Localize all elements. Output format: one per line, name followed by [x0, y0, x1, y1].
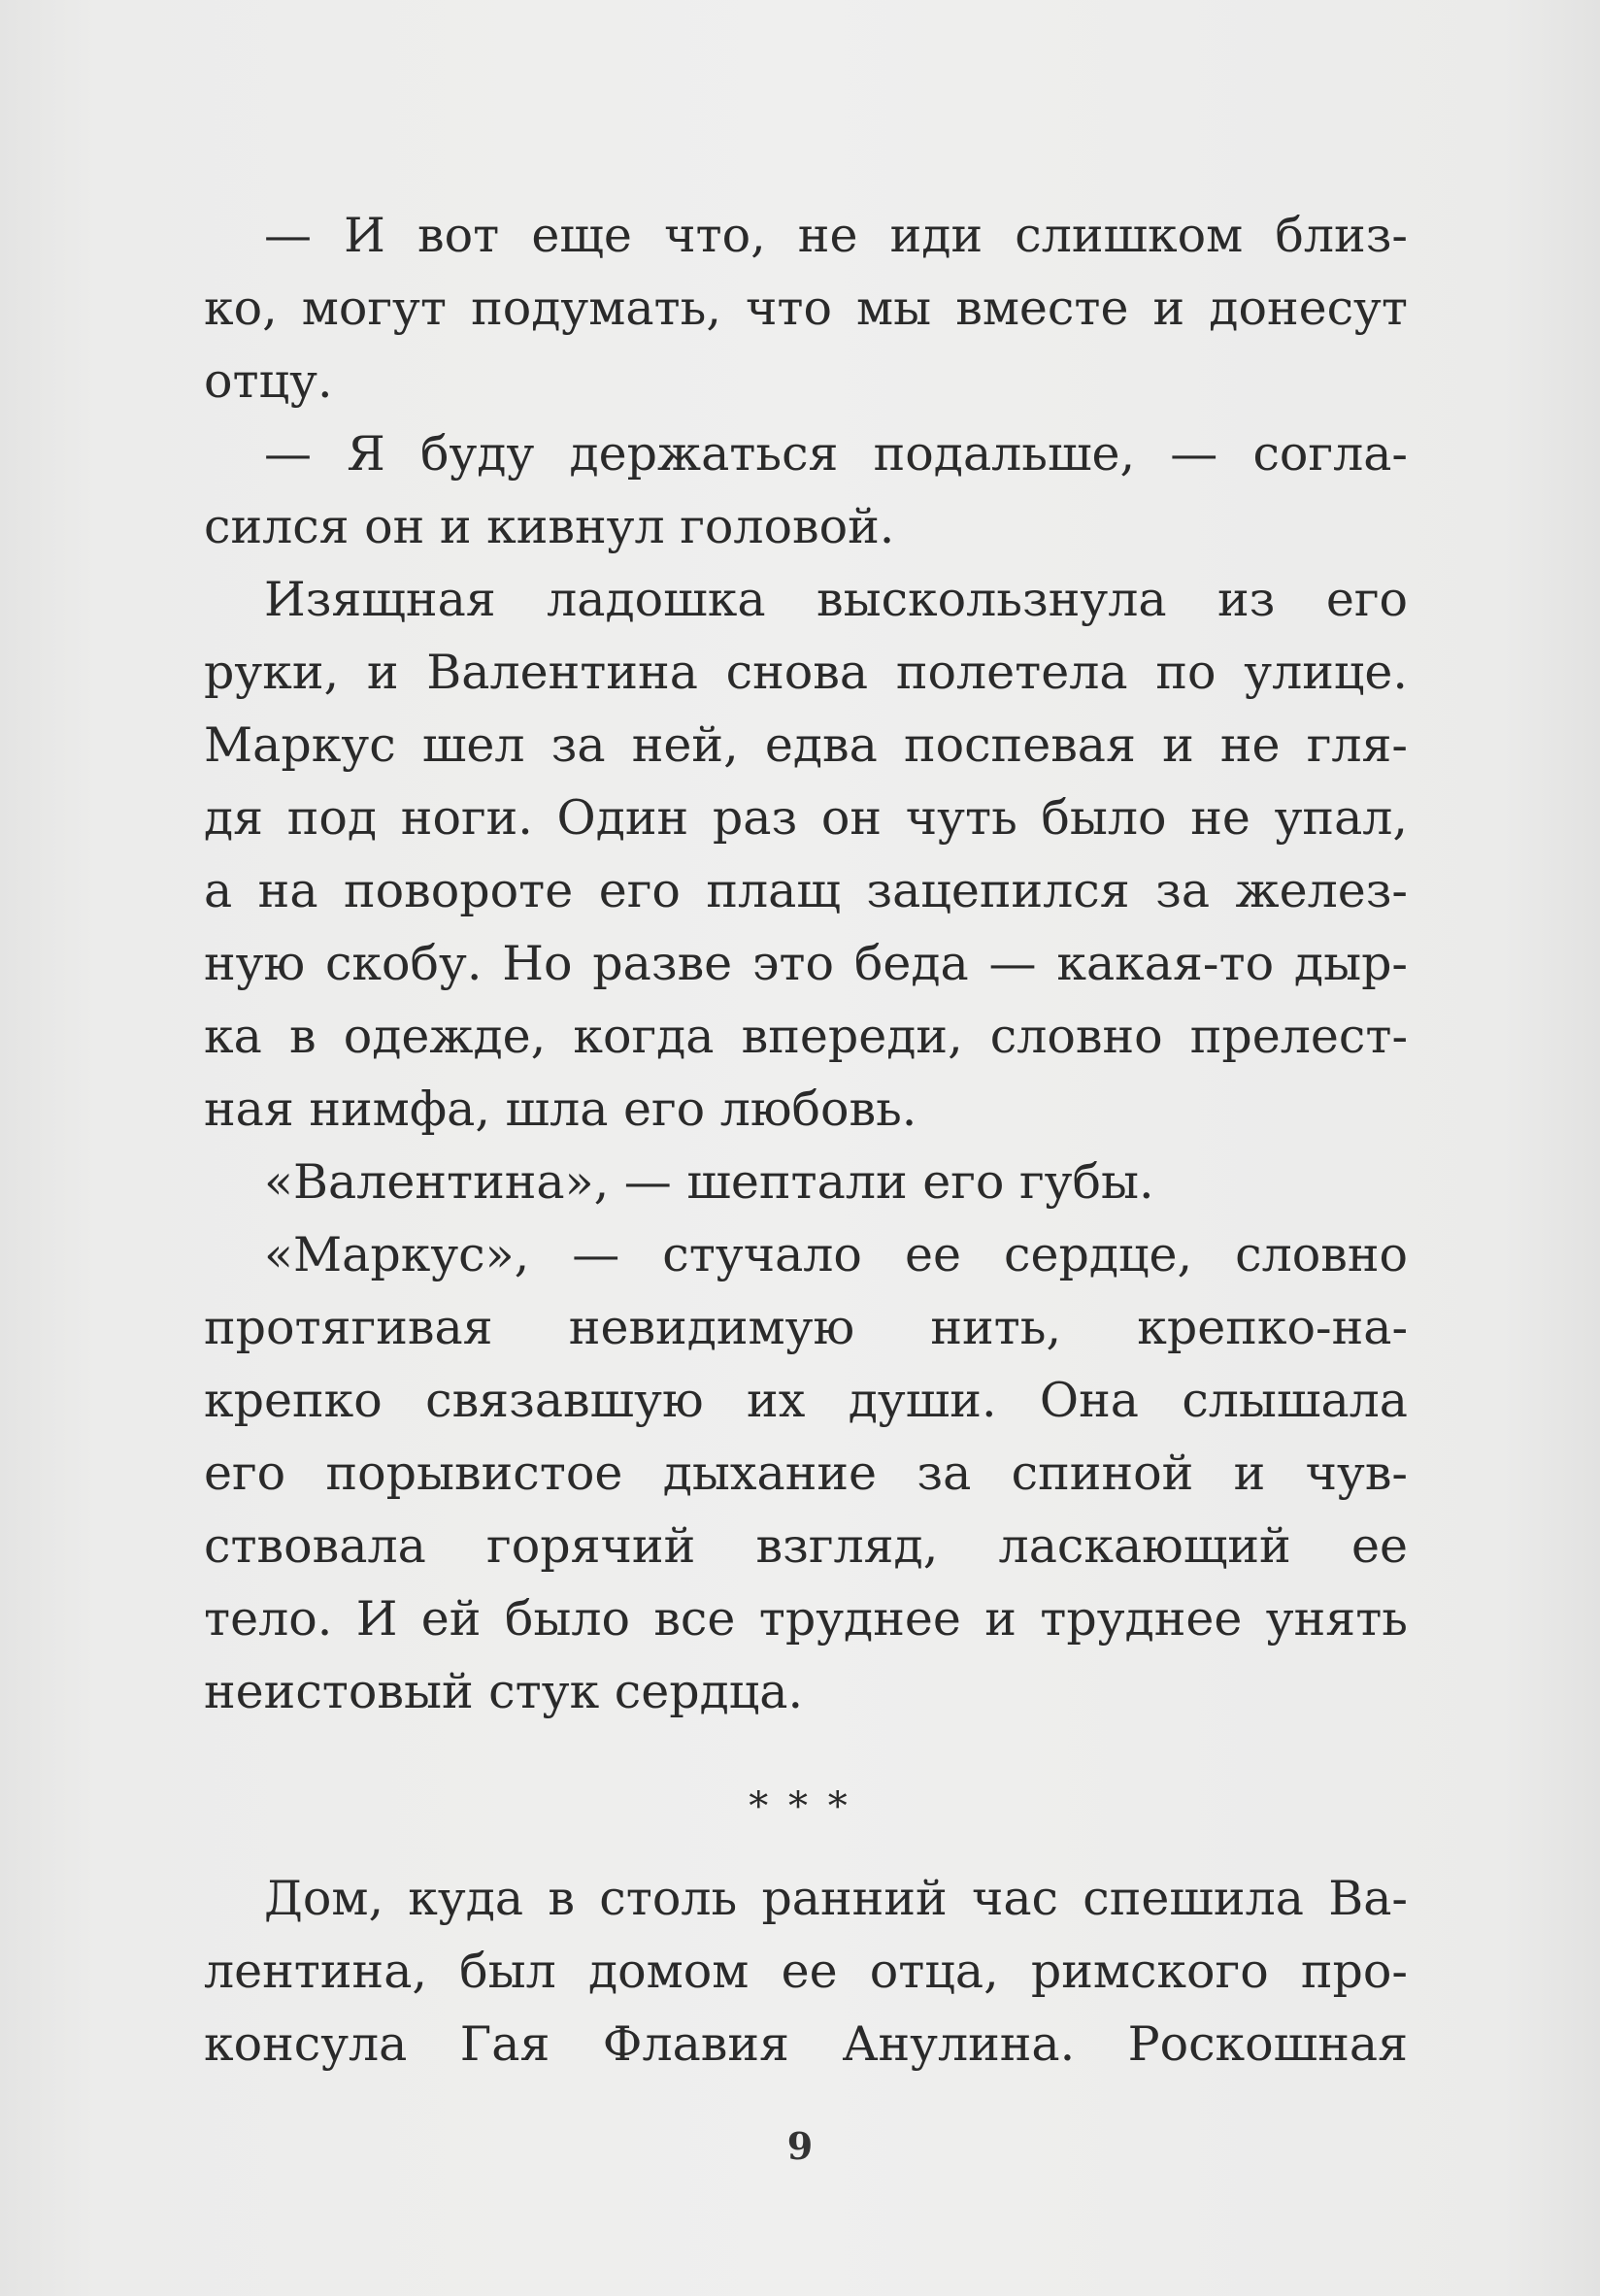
text-line: крепко связавшую их души. Она слышала	[204, 1373, 1408, 1428]
text-line: протягивая невидимую нить, крепко-на-	[204, 1300, 1408, 1355]
text-line: Изящная ладошка выскользнула из его	[264, 572, 1408, 627]
text-line: ную скобу. Но разве это беда — какая-то дыр-	[204, 936, 1408, 991]
text-line: «Маркус», — стучало ее сердце, словно	[264, 1227, 1408, 1282]
text-line: ная нимфа, шла его любовь.	[204, 1081, 917, 1137]
text-line: его порывистое дыхание за спиной и чув-	[204, 1446, 1408, 1501]
text-line: ко, могут подумать, что мы вместе и донесут	[204, 281, 1408, 336]
text-line: Дом, куда в столь ранний час спешила Ва-	[264, 1871, 1408, 1926]
text-line: тело. И ей было все труднее и труднее унять	[204, 1591, 1408, 1647]
text-line: — Я буду держаться подальше, — согла-	[264, 426, 1408, 482]
text-line: руки, и Валентина снова полетела по улице.	[204, 645, 1408, 700]
section-separator: * * *	[749, 1784, 851, 1829]
text-line: Маркус шел за ней, едва поспевая и не гля-	[204, 717, 1408, 773]
text-line: неистовый стук сердца.	[204, 1664, 804, 1719]
page-number: 9	[786, 2124, 814, 2168]
text-line: — И вот еще что, не иди слишком близ-	[264, 208, 1408, 263]
text-line: дя под ноги. Один раз он чуть было не упал,	[204, 790, 1408, 846]
text-line: ствовала горячий взгляд, ласкающий ее	[204, 1518, 1408, 1574]
text-line: ка в одежде, когда впереди, словно прелест-	[204, 1009, 1408, 1064]
text-line: а на повороте его плащ зацепился за желез-	[204, 863, 1408, 918]
text-line: консула Гая Флавия Анулина. Роскошная	[204, 2016, 1408, 2072]
text-line: «Валентина», — шептали его губы.	[264, 1154, 1154, 1210]
text-line: лентина, был домом ее отца, римского про-	[204, 1944, 1408, 1999]
text-line: сился он и кивнул головой.	[204, 499, 895, 554]
body-text-bottom	[204, 1862, 1408, 2080]
body-text-top	[204, 199, 1408, 1728]
text-line: отцу.	[204, 353, 333, 409]
